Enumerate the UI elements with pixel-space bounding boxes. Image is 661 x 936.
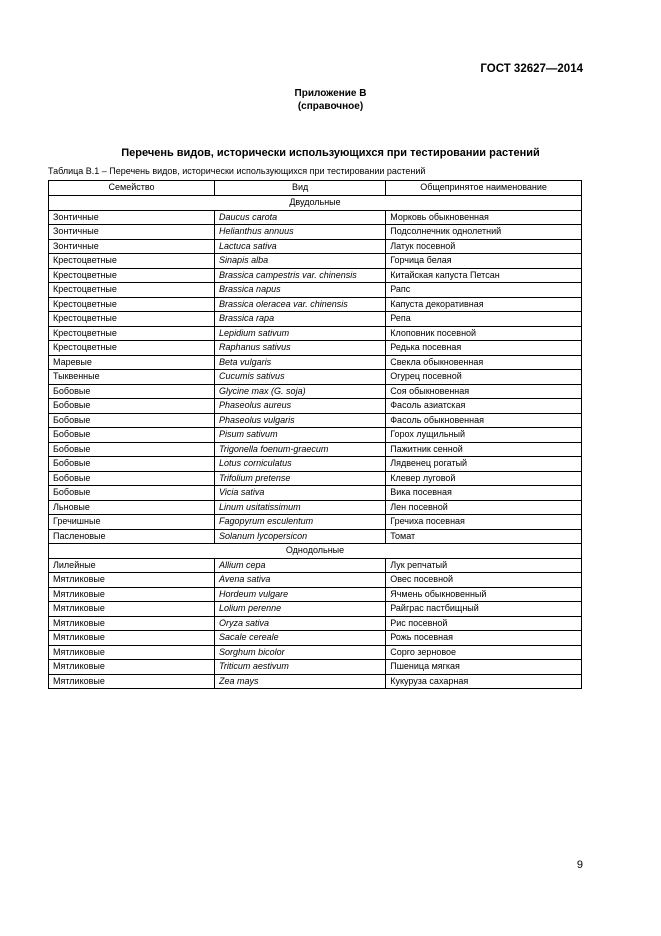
- species-cell: Allium cepa: [215, 558, 386, 573]
- family-cell: Мятликовые: [49, 645, 215, 660]
- table-row: [49, 399, 582, 414]
- common-name-cell: Лен посевной: [386, 500, 582, 515]
- common-name-cell: Подсолнечник однолетний: [386, 225, 582, 240]
- table-row: [49, 254, 582, 269]
- species-cell: Sorghum bicolor: [215, 645, 386, 660]
- species-cell: Brassica campestris var. chinensis: [215, 268, 386, 283]
- column-header-species: Вид: [215, 181, 386, 196]
- species-cell: Lepidium sativum: [215, 326, 386, 341]
- table-row: [49, 210, 582, 225]
- family-cell: Крестоцветные: [49, 312, 215, 327]
- common-name-cell: Горчица белая: [386, 254, 582, 269]
- table-row: [49, 573, 582, 588]
- table-row: [49, 355, 582, 370]
- common-name-cell: Морковь обыкновенная: [386, 210, 582, 225]
- table-row: [49, 326, 582, 341]
- family-cell: Бобовые: [49, 384, 215, 399]
- species-cell: Lactuca sativa: [215, 239, 386, 254]
- table-row: [49, 645, 582, 660]
- family-cell: Маревые: [49, 355, 215, 370]
- family-cell: Бобовые: [49, 413, 215, 428]
- family-cell: Гречишные: [49, 515, 215, 530]
- standard-code: ГОСТ 32627—2014: [480, 63, 583, 75]
- common-name-cell: Репа: [386, 312, 582, 327]
- family-cell: Мятликовые: [49, 573, 215, 588]
- species-cell: Solanum lycopersicon: [215, 529, 386, 544]
- family-cell: Бобовые: [49, 399, 215, 414]
- common-name-cell: Райграс пастбищный: [386, 602, 582, 617]
- species-cell: Vicia sativa: [215, 486, 386, 501]
- table-row: [49, 370, 582, 385]
- family-cell: Мятликовые: [49, 587, 215, 602]
- common-name-cell: Гречиха посевная: [386, 515, 582, 530]
- species-cell: Helianthus annuus: [215, 225, 386, 240]
- family-cell: Зонтичные: [49, 225, 215, 240]
- common-name-cell: Вика посевная: [386, 486, 582, 501]
- common-name-cell: Капуста декоративная: [386, 297, 582, 312]
- table-group-row: [49, 544, 582, 559]
- family-cell: Крестоцветные: [49, 297, 215, 312]
- family-cell: Зонтичные: [49, 210, 215, 225]
- table-row: [49, 471, 582, 486]
- annex-label: Приложение В: [294, 88, 367, 99]
- table-row: [49, 631, 582, 646]
- table-row: [49, 587, 582, 602]
- family-cell: Крестоцветные: [49, 268, 215, 283]
- species-cell: Oryza sativa: [215, 616, 386, 631]
- species-cell: Sinapis alba: [215, 254, 386, 269]
- species-cell: Phaseolus aureus: [215, 399, 386, 414]
- species-cell: Fagopyrum esculentum: [215, 515, 386, 530]
- family-cell: Мятликовые: [49, 631, 215, 646]
- family-cell: Бобовые: [49, 486, 215, 501]
- family-cell: Бобовые: [49, 442, 215, 457]
- common-name-cell: Рапс: [386, 283, 582, 298]
- family-cell: Бобовые: [49, 428, 215, 443]
- column-header-common-name: Общепринятое наименование: [386, 181, 582, 196]
- common-name-cell: Овес посевной: [386, 573, 582, 588]
- family-cell: Мятликовые: [49, 660, 215, 675]
- table-row: [49, 529, 582, 544]
- common-name-cell: Томат: [386, 529, 582, 544]
- species-cell: Brassica rapa: [215, 312, 386, 327]
- common-name-cell: Китайская капуста Петсан: [386, 268, 582, 283]
- species-cell: Brassica napus: [215, 283, 386, 298]
- common-name-cell: Фасоль азиатская: [386, 399, 582, 414]
- species-cell: Avena sativa: [215, 573, 386, 588]
- common-name-cell: Рожь посевная: [386, 631, 582, 646]
- species-cell: Linum usitatissimum: [215, 500, 386, 515]
- table-row: [49, 297, 582, 312]
- common-name-cell: Кукуруза сахарная: [386, 674, 582, 689]
- family-cell: Бобовые: [49, 457, 215, 472]
- family-cell: Мятликовые: [49, 616, 215, 631]
- table-row: [49, 660, 582, 675]
- common-name-cell: Соя обыкновенная: [386, 384, 582, 399]
- species-cell: Trifolium pretense: [215, 471, 386, 486]
- common-name-cell: Клоповник посевной: [386, 326, 582, 341]
- family-cell: Лилейные: [49, 558, 215, 573]
- species-cell: Triticum aestivum: [215, 660, 386, 675]
- common-name-cell: Фасоль обыкновенная: [386, 413, 582, 428]
- family-cell: Зонтичные: [49, 239, 215, 254]
- table-row: [49, 283, 582, 298]
- species-cell: Trigonella foenum-graecum: [215, 442, 386, 457]
- table-body: [49, 196, 582, 689]
- table-row: [49, 341, 582, 356]
- table-row: [49, 674, 582, 689]
- table-row: [49, 500, 582, 515]
- common-name-cell: Ячмень обыкновенный: [386, 587, 582, 602]
- annex-heading: [0, 88, 661, 113]
- species-cell: Phaseolus vulgaris: [215, 413, 386, 428]
- family-cell: Крестоцветные: [49, 341, 215, 356]
- table-row: [49, 239, 582, 254]
- table-row: [49, 312, 582, 327]
- table-group-row: [49, 196, 582, 211]
- table-row: [49, 413, 582, 428]
- common-name-cell: Рис посевной: [386, 616, 582, 631]
- common-name-cell: Клевер луговой: [386, 471, 582, 486]
- species-cell: Hordeum vulgare: [215, 587, 386, 602]
- common-name-cell: Пшеница мягкая: [386, 660, 582, 675]
- table-caption: Таблица В.1 – Перечень видов, исторически использующихся при тестировании растений: [48, 166, 426, 176]
- table-row: [49, 428, 582, 443]
- species-cell: Lolium perenne: [215, 602, 386, 617]
- common-name-cell: Лядвенец рогатый: [386, 457, 582, 472]
- common-name-cell: Редька посевная: [386, 341, 582, 356]
- common-name-cell: Лук репчатый: [386, 558, 582, 573]
- common-name-cell: Огурец посевной: [386, 370, 582, 385]
- table-row: [49, 457, 582, 472]
- family-cell: Пасленовые: [49, 529, 215, 544]
- group-label: Двудольные: [49, 196, 582, 211]
- table-row: [49, 558, 582, 573]
- common-name-cell: Сорго зерновое: [386, 645, 582, 660]
- common-name-cell: Латук посевной: [386, 239, 582, 254]
- family-cell: Тыквенные: [49, 370, 215, 385]
- species-table: [48, 180, 582, 689]
- table-row: [49, 616, 582, 631]
- annex-type: (справочное): [297, 100, 364, 112]
- family-cell: Мятликовые: [49, 674, 215, 689]
- species-cell: Cucumis sativus: [215, 370, 386, 385]
- page-title: Перечень видов, исторически использующихся при тестировании растений: [121, 147, 540, 159]
- table-row: [49, 268, 582, 283]
- family-cell: Мятликовые: [49, 602, 215, 617]
- family-cell: Крестоцветные: [49, 283, 215, 298]
- species-cell: Lotus corniculatus: [215, 457, 386, 472]
- table-header-row: [49, 181, 582, 196]
- family-cell: Крестоцветные: [49, 254, 215, 269]
- table-row: [49, 225, 582, 240]
- family-cell: Льновые: [49, 500, 215, 515]
- table-row: [49, 515, 582, 530]
- species-cell: Daucus carota: [215, 210, 386, 225]
- species-cell: Sacale cereale: [215, 631, 386, 646]
- column-header-family: Семейство: [49, 181, 215, 196]
- species-cell: Brassica oleracea var. chinensis: [215, 297, 386, 312]
- group-label: Однодольные: [49, 544, 582, 559]
- table-row: [49, 602, 582, 617]
- family-cell: Крестоцветные: [49, 326, 215, 341]
- table-row: [49, 442, 582, 457]
- species-cell: Zea mays: [215, 674, 386, 689]
- common-name-cell: Пажитник сенной: [386, 442, 582, 457]
- species-cell: Beta vulgaris: [215, 355, 386, 370]
- species-cell: Glycine max (G. soja): [215, 384, 386, 399]
- species-cell: Raphanus sativus: [215, 341, 386, 356]
- common-name-cell: Свекла обыкновенная: [386, 355, 582, 370]
- species-cell: Pisum sativum: [215, 428, 386, 443]
- table-row: [49, 384, 582, 399]
- table-row: [49, 486, 582, 501]
- page-number: 9: [576, 859, 583, 871]
- family-cell: Бобовые: [49, 471, 215, 486]
- common-name-cell: Горох лущильный: [386, 428, 582, 443]
